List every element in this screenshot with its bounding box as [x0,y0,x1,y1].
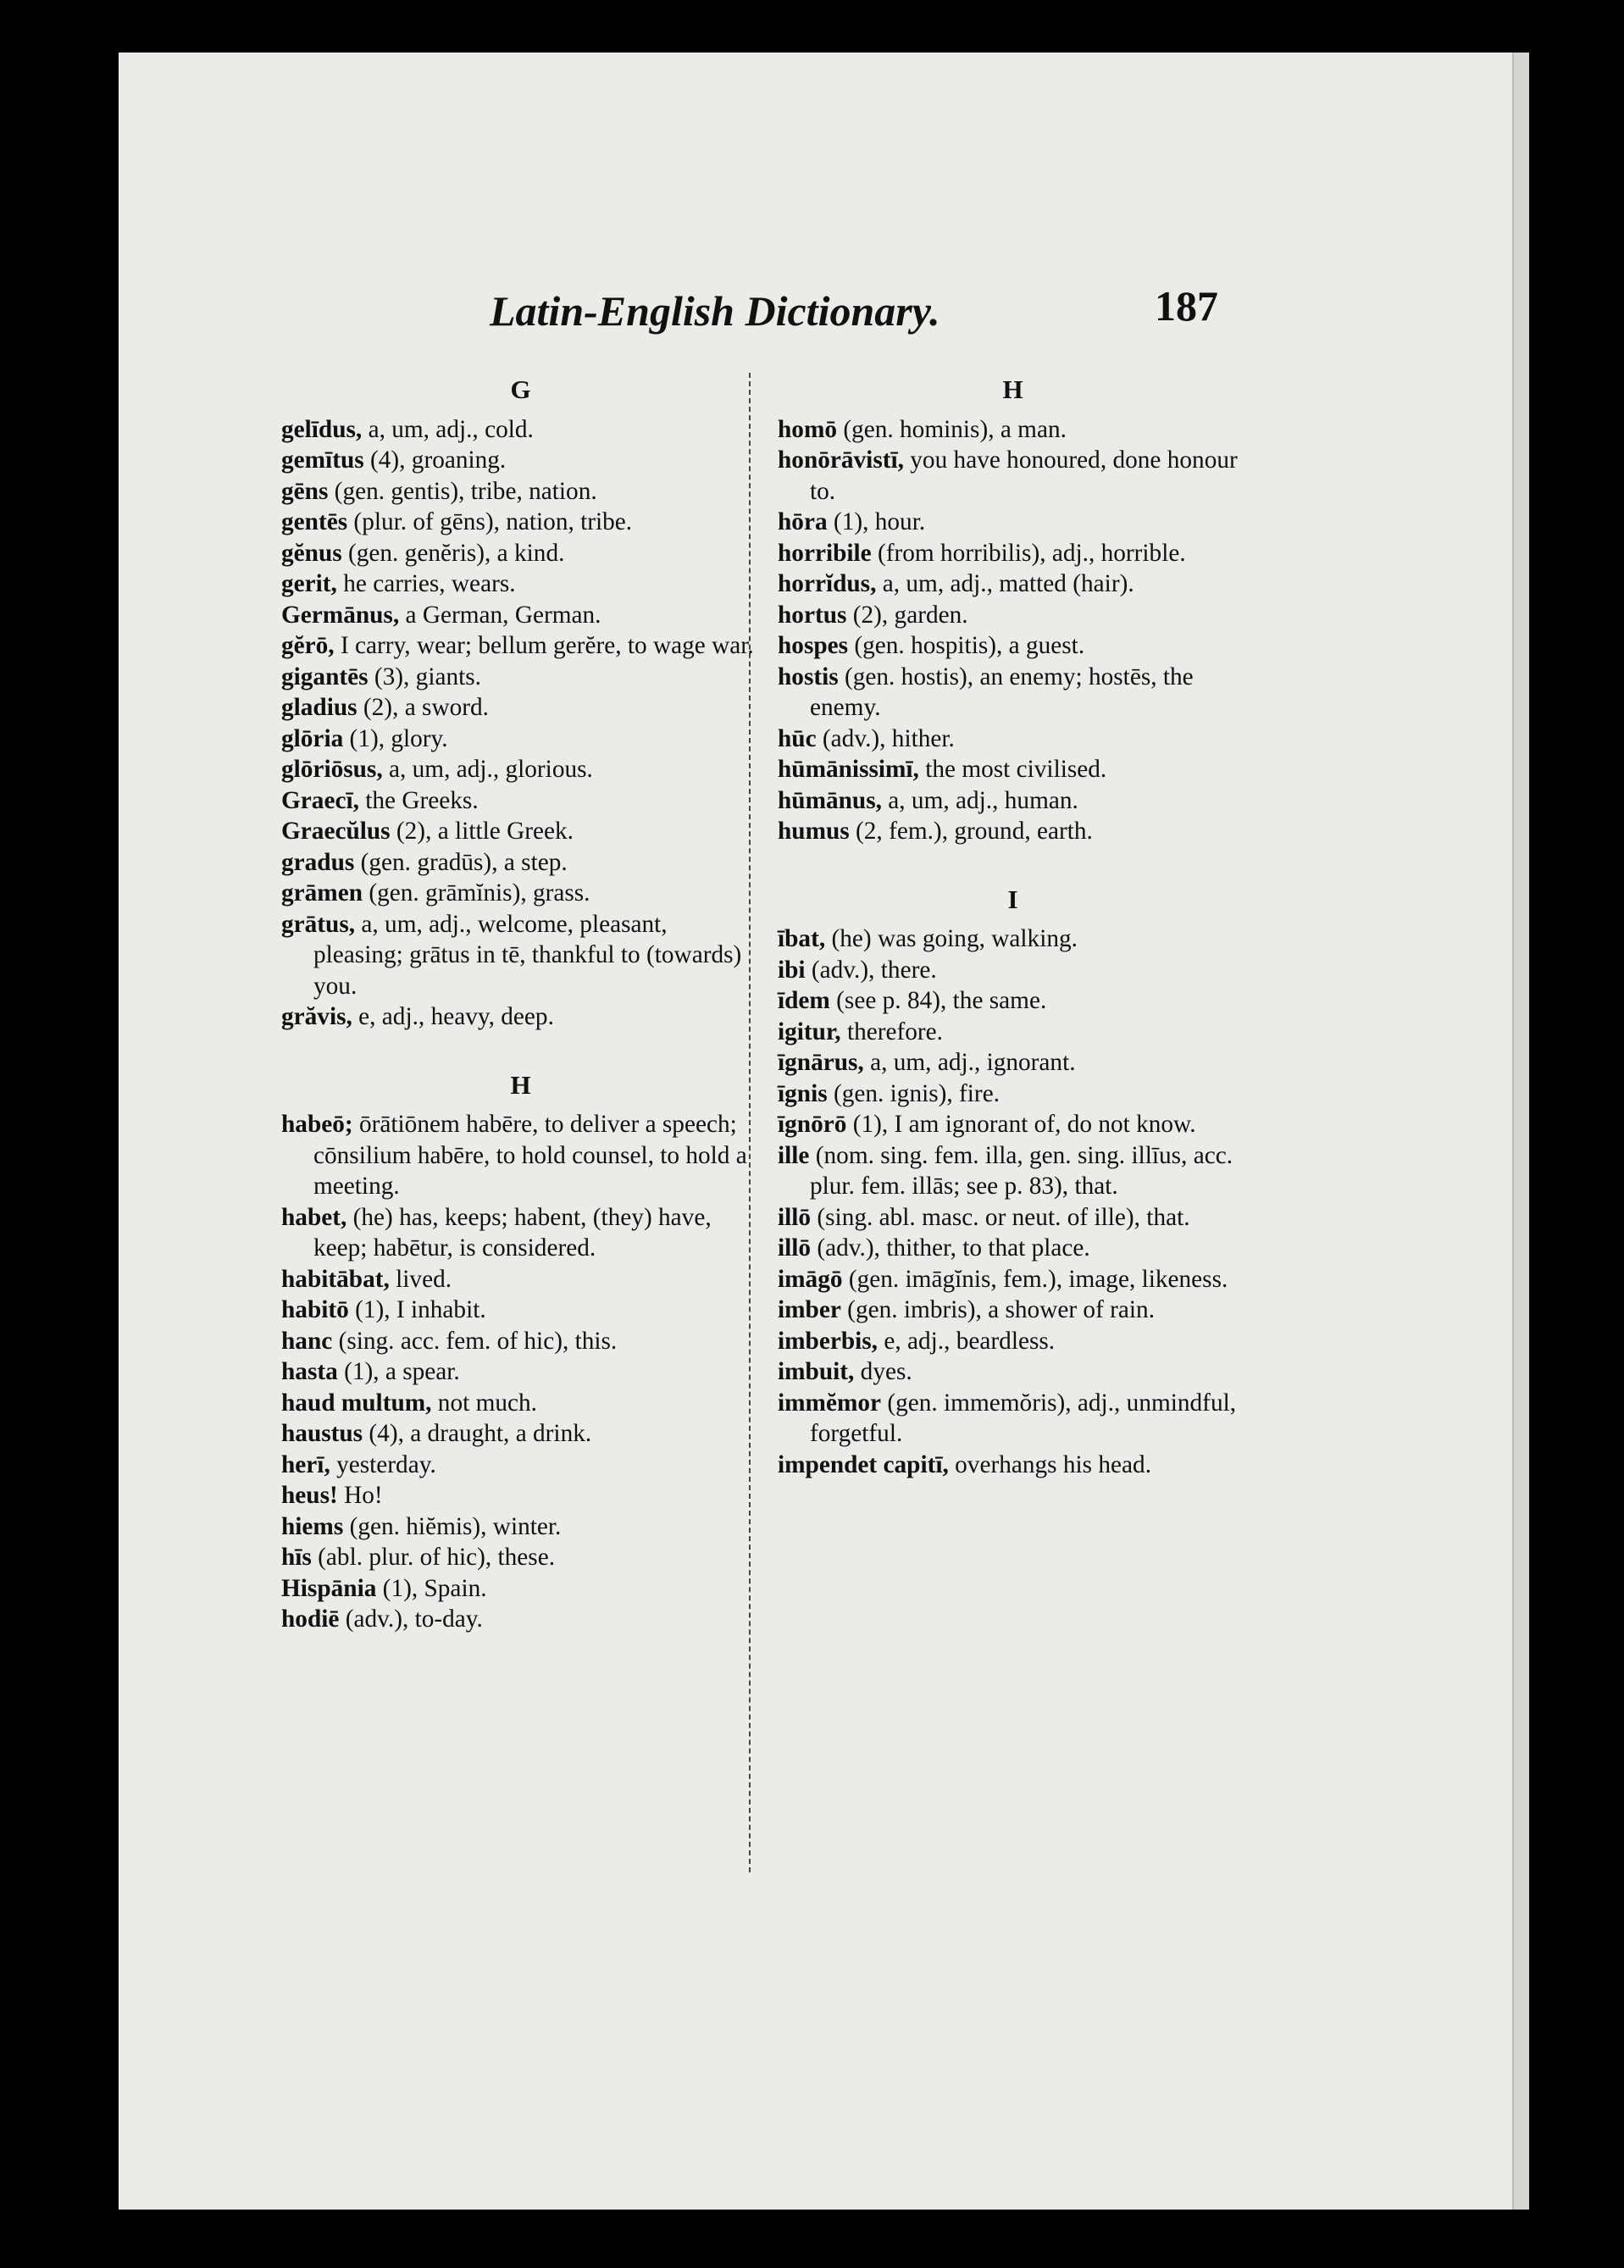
headword: habeō; [281,1111,353,1138]
headword: gĕrō, [281,632,335,659]
headword: habitābat, [281,1265,390,1293]
headword: impendet capitī, [778,1450,949,1478]
definition: a, um, adj., human. [881,786,1078,814]
dictionary-entry [281,1480,760,1511]
definition: (1), glory. [343,724,448,752]
headword: hūmānissimī, [778,756,919,783]
definition: not much. [431,1389,537,1417]
headword: Germānus, [281,601,400,629]
headword: gēns [281,477,329,505]
dictionary-entry [778,1356,1248,1388]
headword: habet, [281,1203,347,1231]
dictionary-entry [281,1511,760,1543]
dictionary-entry [281,1264,760,1295]
dictionary-entry [778,1047,1248,1079]
definition: (sing. abl. masc. or neut. of ille), that. [811,1203,1190,1231]
headword: ībat, [778,925,826,952]
page-edge [1512,53,1529,2210]
dictionary-entry [778,724,1248,755]
headword: Hispānia [281,1574,377,1602]
dictionary-entry [281,538,760,569]
definition: (gen. immemŏris), adj., unmindful, forgetful. [810,1389,1237,1447]
definition: Ho! [337,1482,383,1509]
definition: (2), garden. [846,601,968,629]
dictionary-entry [778,630,1248,662]
dictionary-entry [778,1233,1248,1264]
headword: grăvis, [281,1003,352,1030]
dictionary-entry [281,476,760,507]
definition: yesterday. [330,1450,436,1478]
running-title: Latin-English Dictionary. [490,287,940,335]
definition: (adv.), hither. [816,724,955,752]
dictionary-entry [778,445,1248,507]
definition: a, um, adj., cold. [362,415,534,443]
headword: gerit, [281,570,337,597]
definition: (1), a spear. [337,1358,460,1385]
dictionary-entry [281,816,760,847]
dictionary-entry [281,754,760,785]
dictionary-entry [778,1202,1248,1234]
definition: a, um, adj., matted (hair). [876,570,1134,597]
headword: gentēs [281,508,348,535]
headword: herī, [281,1450,330,1478]
definition: e, adj., beardless. [878,1327,1056,1355]
headword: grāmen [281,879,363,907]
headword: haustus [281,1420,363,1447]
headword: heus! [281,1482,338,1509]
headword: imberbis, [778,1327,879,1355]
definition: (he) has, keeps; habent, (they) have, keep; habētur, is considered. [313,1203,712,1262]
headword: horrĭdus, [778,570,877,597]
headword: imāgō [778,1265,843,1293]
dictionary-entry [778,507,1248,538]
dictionary-entry [778,1295,1248,1326]
headword: honōrāvistī, [778,446,904,474]
definition: (adv.), there. [805,956,937,984]
dictionary-entry [281,724,760,755]
dictionary-entry [281,909,760,1002]
dictionary-entry [281,1295,760,1326]
headword: immĕmor [778,1389,882,1417]
headword: imbuit, [778,1358,855,1385]
definition: (gen. gentis), tribe, nation. [328,477,597,505]
definition: a, um, adj., ignorant. [863,1049,1076,1076]
definition: (1), I inhabit. [348,1296,486,1323]
dictionary-entry [281,414,760,446]
dictionary-entry [281,662,760,693]
headword: hūc [778,724,817,752]
definition: (1), hour. [827,508,926,535]
dictionary-entry [778,1140,1248,1202]
definition: lived. [389,1265,452,1293]
definition: (gen. hominis), a man. [837,415,1067,443]
dictionary-entry [778,600,1248,631]
headword: īgnōrō [778,1111,847,1138]
dictionary-entry [281,1418,760,1450]
definition: (2), a little Greek. [390,818,574,845]
definition: (from horribilis), adj., horrible. [871,539,1186,567]
headword: gelīdus, [281,415,363,443]
definition: (sing. acc. fem. of hic), this. [332,1327,618,1355]
dictionary-entry [778,662,1248,724]
definition: (see p. 84), the same. [829,987,1047,1014]
definition: (gen. gradūs), a step. [354,848,568,876]
definition: dyes. [854,1358,912,1385]
definition: (gen. imbris), a shower of rain. [840,1296,1156,1323]
dictionary-entry [281,1450,760,1481]
headword: Graecŭlus [281,818,391,845]
dictionary-entry [281,1109,760,1202]
headword: īgnārus, [778,1049,864,1076]
definition: (gen. grāmĭnis), grass. [363,879,590,907]
dictionary-entry [281,600,760,631]
definition: a German, German. [399,601,601,629]
section-heading: H [1002,374,1023,404]
headword: hortus [778,601,847,629]
headword: habitō [281,1296,349,1323]
headword: hodiē [281,1605,340,1633]
definition: (gen. genĕris), a kind. [341,539,565,567]
headword: glōriōsus, [281,756,383,783]
definition: (2, fem.), ground, earth. [849,818,1093,845]
definition: e, adj., heavy, deep. [352,1003,554,1030]
page-number: 187 [1155,282,1218,330]
definition: (4), a draught, a drink. [363,1420,592,1447]
headword: hiems [281,1512,344,1540]
definition: the Greeks. [358,786,479,814]
headword: glōria [281,724,344,752]
dictionary-entry [778,1017,1248,1048]
headword: hūmānus, [778,786,882,814]
dictionary-entry [281,1542,760,1573]
definition: you have honoured, done honour to. [810,446,1238,505]
definition: therefore. [840,1018,943,1045]
definition: (1), I am ignorant of, do not know. [846,1111,1196,1138]
definition: (nom. sing. fem. illa, gen. sing. illīus, acc. plur. fem. illās; see p. 83), that. [809,1141,1233,1200]
dictionary-entry [281,1573,760,1605]
dictionary-entry [778,568,1248,600]
definition: he carries, wears. [336,570,516,597]
headword: hanc [281,1327,333,1355]
headword: hīs [281,1544,312,1571]
headword: ille [778,1141,810,1169]
dictionary-entry [778,785,1248,817]
dictionary-entry [778,754,1248,785]
definition: (2), a sword. [357,694,489,721]
definition: (gen. hostis), an enemy; hostēs, the enemy. [810,663,1194,721]
definition: (gen. hiĕmis), winter. [343,1512,562,1540]
definition: (gen. ignis), fire. [827,1079,1000,1107]
headword: hōra [778,508,828,535]
dictionary-entry [778,816,1248,847]
definition: a, um, adj., welcome, pleasant, pleasing; grātus in tē, thankful to (towards) you. [313,910,742,1000]
dictionary-entry [281,878,760,909]
right-column [778,374,1248,1480]
dictionary-entry [778,955,1248,986]
dictionary-entry [281,445,760,476]
headword: hospes [778,632,849,659]
definition: ōrātiōnem habēre, to deliver a speech; cōnsilium habēre, to hold counsel, to hold a meeting. [313,1111,747,1200]
dictionary-entry [778,1264,1248,1295]
dictionary-entry [778,1388,1248,1450]
definition: the most civilised. [918,756,1107,783]
headword: humus [778,818,850,845]
dictionary-entry [281,847,760,879]
headword: gĕnus [281,539,342,567]
headword: īdem [778,987,830,1014]
dictionary-entry [281,568,760,600]
dictionary-entry [778,1109,1248,1140]
dictionary-entry [778,414,1248,446]
left-column [281,374,760,1635]
definition: (gen. imāgĭnis, fem.), image, likeness. [842,1265,1228,1293]
headword: illō [778,1234,812,1262]
dictionary-entry [778,923,1248,955]
dictionary-entry [281,785,760,817]
definition: (1), Spain. [376,1574,487,1602]
definition: (3), giants. [368,663,481,690]
definition: (he) was going, walking. [825,925,1078,952]
headword: gladius [281,694,358,721]
definition: overhangs his head. [948,1450,1152,1478]
dictionary-entry [778,985,1248,1017]
headword: igitur, [778,1018,841,1045]
definition: I carry, wear; bellum gerĕre, to wage war. [334,632,754,659]
dictionary-entry [778,538,1248,569]
headword: haud multum, [281,1389,432,1417]
definition: (adv.), to-day. [339,1605,483,1633]
dictionary-entry [778,1079,1248,1110]
dictionary-entry [281,1388,760,1419]
headword: gemītus [281,446,364,474]
headword: horribile [778,539,872,567]
dictionary-entry [281,1202,760,1264]
dictionary-entry [281,692,760,724]
dictionary-entry [281,1001,760,1033]
definition: (plur. of gēns), nation, tribe. [347,508,633,535]
dictionary-entry [778,1450,1248,1481]
definition: (abl. plur. of hic), these. [311,1544,556,1571]
section-heading: H [510,1069,531,1100]
dictionary-entry [281,1604,760,1635]
dictionary-entry [281,1356,760,1388]
headword: imber [778,1296,841,1323]
dictionary-entry [281,1326,760,1357]
headword: homō [778,415,837,443]
dictionary-entry [778,1326,1248,1357]
dictionary-entry [281,507,760,538]
section-heading: I [1007,884,1018,914]
headword: gigantēs [281,663,369,690]
dictionary-entry [281,630,760,662]
headword: hostis [778,663,839,690]
definition: (adv.), thither, to that place. [811,1234,1090,1262]
definition: a, um, adj., glorious. [382,756,593,783]
headword: ibi [778,956,806,984]
headword: hasta [281,1358,338,1385]
headword: Graecī, [281,786,359,814]
headword: gradus [281,848,355,876]
headword: grātus, [281,910,356,938]
headword: īgnis [778,1079,828,1107]
section-heading: G [510,374,531,404]
headword: illō [778,1203,812,1231]
definition: (gen. hospitis), a guest. [848,632,1085,659]
definition: (4), groaning. [363,446,507,474]
